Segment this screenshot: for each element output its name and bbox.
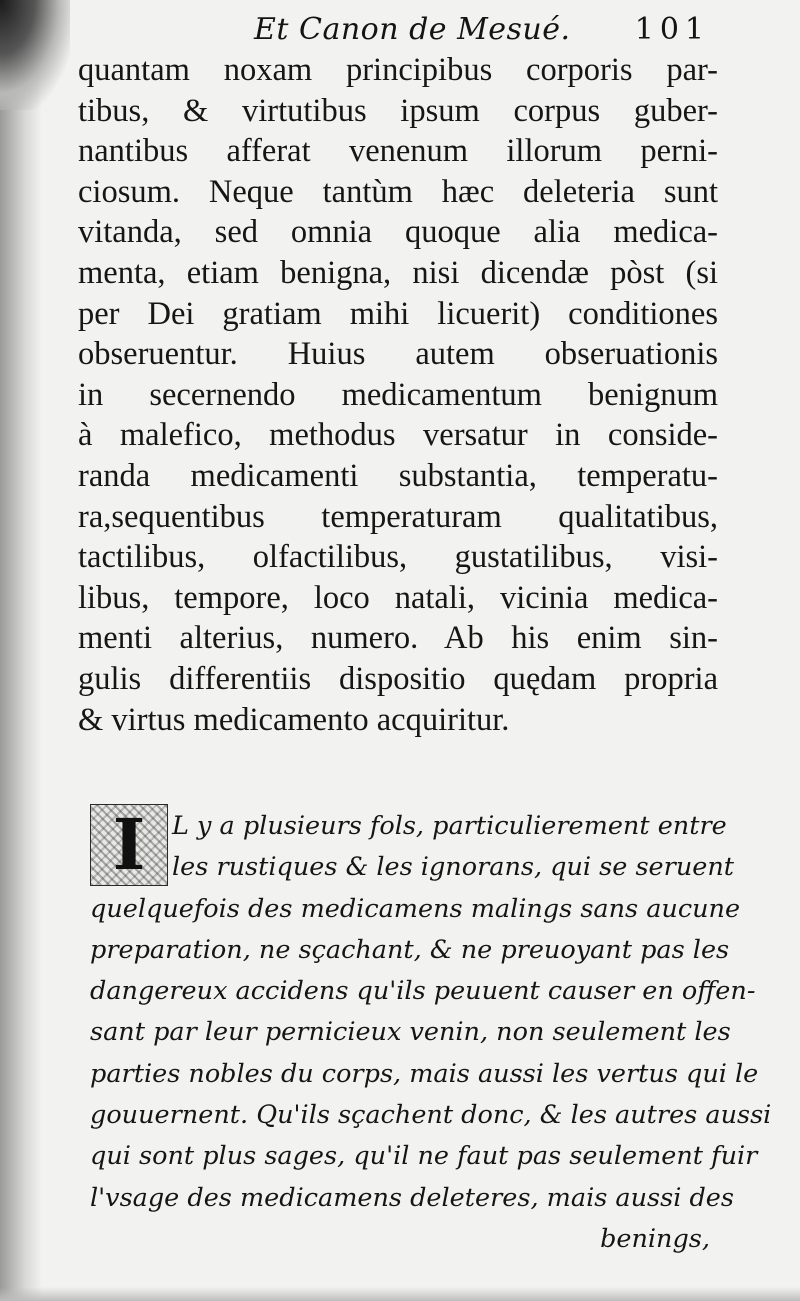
text-line: quantam noxam principibus corporis par- [78,52,718,88]
text-line: tactilibus, olfactilibus, gustatilibus, visi- [78,539,718,576]
text-line: gouuernent. Qu'ils sçachent donc, & les autres aussi [90,1100,772,1131]
text-line: menta, etiam benigna, nisi dicendæ pòst (si [78,254,718,291]
text-line: preparation, ne sçachant, & ne preuoyant pas les [90,934,730,965]
text-line: obseruentur. Huius autem obseruationis [78,336,718,373]
catchword: benings, [600,1223,710,1254]
text-line: à malefico, methodus versatur in conside- [78,417,718,454]
page-header [80,10,710,54]
text-line: libus, tempore, loco natali, vicinia medica- [78,579,718,616]
latin-paragraph [78,50,718,740]
text-line: vitanda, sed omnia quoque alia medica- [78,214,718,251]
text-line: menti alterius, numero. Ab his enim sin- [78,620,718,657]
text-line: l'vsage des medicamens deleteres, mais aussi des [90,1182,734,1213]
text-line: sant par leur pernicieux venin, non seulement les [90,1017,731,1048]
text-line: dangereux accidens qu'ils peuuent causer en offen- [90,976,756,1007]
text-line: randa medicamenti substantia, temperatu- [78,457,718,494]
page-number: 101 [634,12,710,47]
text-line: & virtus medicamento acquiritur. [78,701,510,738]
text-line: quelquefois des medicamens malings sans aucune [90,893,741,924]
text-line: les rustiques & les ignorans, qui se seruent [172,852,735,883]
page-corner-curl [0,0,70,110]
text-line: tibus, & virtutibus ipsum corpus guber- [78,92,718,129]
text-line: parties nobles du corps, mais aussi les vertus qui le [90,1058,759,1089]
page-gutter-shadow [0,0,42,1301]
text-line: gulis differentiis dispositio quędam propria [78,660,718,697]
text-line: per Dei gratiam mihi licuerit) conditiones [78,295,718,332]
page-bottom-edge [0,1287,800,1301]
text-line: nantibus afferat venenum illorum perni- [78,133,718,170]
decorated-initial: I [90,804,168,886]
text-line: L y a plusieurs fols, particulierement entre [172,811,727,841]
french-paragraph [90,806,772,1260]
running-title: Et Canon de Mesué. [254,12,571,47]
text-line: in secernendo medicamentum benignum [78,376,718,413]
text-line: qui sont plus sages, qu'il ne faut pas seulement fuir [90,1141,758,1172]
text-line: ciosum. Neque tantùm hæc deleteria sunt [78,173,718,210]
text-line: ra,sequentibus temperaturam qualitatibus, [78,498,718,535]
